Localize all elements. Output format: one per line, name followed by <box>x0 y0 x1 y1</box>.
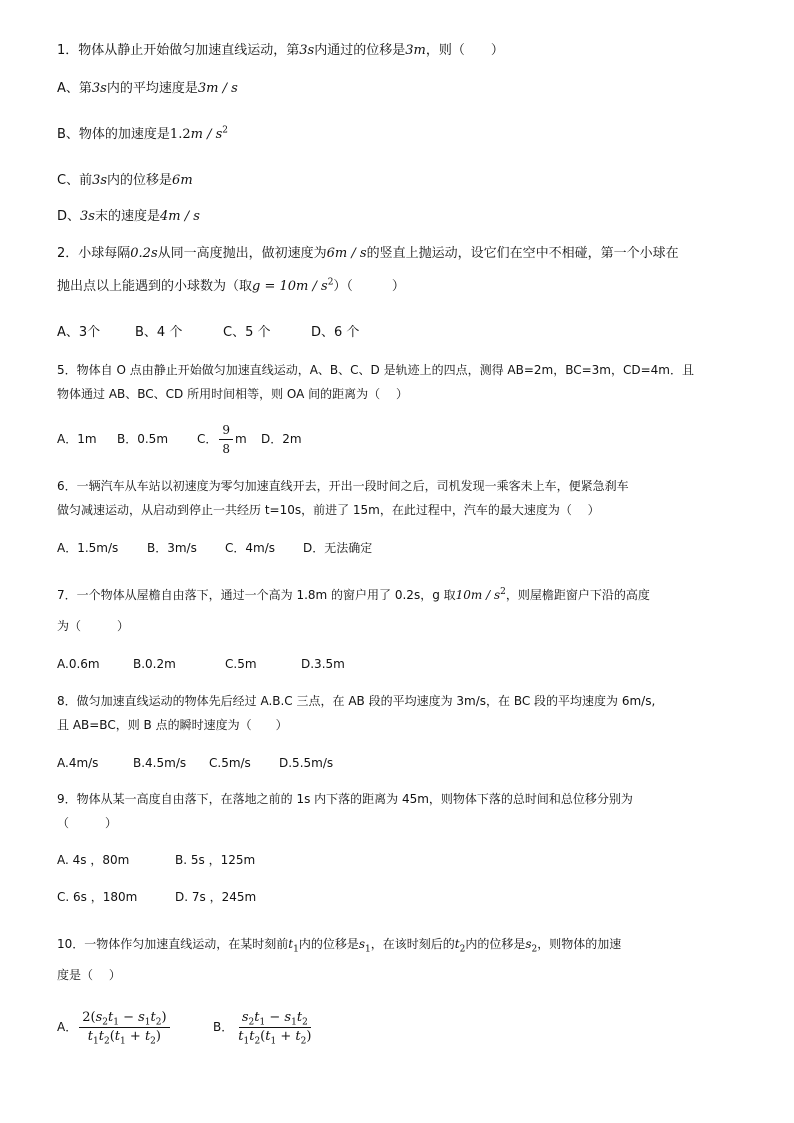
q10-options <box>57 1010 316 1045</box>
q1-optB-text: B、物体的加速度是 <box>57 127 170 142</box>
q1-optA-prefix: A、第 <box>57 81 92 96</box>
q1-optA-text: 内的平均速度是 <box>106 81 198 96</box>
q6-stem-line2: 做匀减速运动，从启动到停止一共经历 t=10s，前进了 15m，在此过程中，汽车的最大速度为（ ） <box>57 503 600 517</box>
q5-option-c-unit: m <box>235 432 247 446</box>
q7-stem-line2: 为（ ） <box>57 619 130 633</box>
q5-option-d: D．2m <box>261 432 302 446</box>
q2-option-a: A、3个 <box>57 325 101 340</box>
q7-option-a: A.0.6m <box>57 657 100 671</box>
q9-stem-line2: （ ） <box>57 816 118 830</box>
q9-option-a: A. 4s ，80m <box>57 853 130 867</box>
q1-stem <box>57 42 504 60</box>
q2-text-d: 抛出点以上能遇到的小球数为（取 <box>57 279 253 294</box>
q8-stem-line2: 且 AB=BC，则 B 点的瞬时速度为（ ） <box>57 718 288 732</box>
q8-option-c: C.5m/s <box>209 756 251 770</box>
q5-fraction-num: 9 <box>219 422 233 440</box>
q7-text-b: ，则屋檐距窗户下沿的高度 <box>505 588 650 602</box>
q7-stem-line1 <box>57 586 650 604</box>
q9-option-d: D. 7s ，245m <box>175 890 257 904</box>
q10-option-a-denominator: $t_1t_2(t_1 + t_2)$ <box>87 1029 161 1047</box>
q1-stem-text-b: 内通过的位移是 <box>314 43 406 58</box>
q7-options <box>57 655 345 673</box>
q10-s1-sub: 1 <box>365 944 371 955</box>
q2-text-e: ）（ ） <box>333 279 405 294</box>
q1-optB-sup: 2 <box>222 125 228 136</box>
q10-option-b-label: B． <box>213 1020 234 1034</box>
q10-text-b: 内的位移是 <box>298 937 359 951</box>
q7-option-d: D.3.5m <box>301 657 345 671</box>
q2-gravity: g = 10m / s <box>252 279 328 294</box>
q2-velocity: 6m / s <box>326 246 367 261</box>
q1-optD-value: 4m / s <box>159 209 200 224</box>
q10-option-b-denominator: $t_1t_2(t_1 + t_2)$ <box>238 1029 312 1047</box>
q10-text-a: 10．一物体作匀加速直线运动，在某时刻前 <box>57 937 289 951</box>
q10-text-c: ，在该时刻后的 <box>370 937 455 951</box>
q1-val-3m: 3m <box>405 43 426 58</box>
q1-optC-prefix: C、前 <box>57 173 93 188</box>
q6-option-b: B．3m/s <box>147 541 197 555</box>
q5-options <box>57 422 302 457</box>
q5-stem-line1: 5．物体自 O 点由静止开始做匀加速直线运动，A、B、C、D 是轨迹上的四点，测得 AB=2m，BC=3m，CD=4m．且 <box>57 363 694 377</box>
q1-option-d <box>57 208 200 226</box>
q2-gravity-sup: 2 <box>327 277 334 288</box>
q9-stem-line1: 9．物体从某一高度自由落下，在落地之前的 1s 内下落的距离为 45m，则物体下落的总时间和总位移分别为 <box>57 792 633 806</box>
q2-stem-line1 <box>57 245 679 263</box>
q9-option-c: C. 6s ，180m <box>57 890 138 904</box>
q8-options <box>57 754 333 772</box>
q7-text-a: 7．一个物体从屋檐自由落下，通过一个高为 1.8m 的窗户用了 0.2s，g 取 <box>57 588 456 602</box>
q5-option-c-label: C． <box>197 432 218 446</box>
q7-option-c: C.5m <box>225 657 257 671</box>
q10-option-b <box>213 1010 316 1045</box>
q10-option-a-fraction <box>79 1010 169 1045</box>
q7-gravity-sup: 2 <box>500 587 506 597</box>
q10-s2-sub: 2 <box>531 944 538 955</box>
q1-var-s: 3s <box>299 43 315 58</box>
q7-gravity: 10m / s <box>455 588 501 602</box>
q1-optC-value: 6m <box>172 173 193 188</box>
q7-option-b: B.0.2m <box>133 657 176 671</box>
q8-option-d: D.5.5m/s <box>279 756 334 770</box>
q5-fraction-den: 8 <box>222 442 231 456</box>
q9-option-b: B. 5s ，125m <box>175 853 256 867</box>
q6-options <box>57 539 372 557</box>
q8-option-b: B.4.5m/s <box>133 756 187 770</box>
q10-option-b-numerator: $s_2t_1 - s_1t_2$ <box>239 1010 311 1028</box>
q8-option-a: A.4m/s <box>57 756 99 770</box>
q6-option-c: C．4m/s <box>225 541 275 555</box>
q10-option-b-fraction <box>235 1010 314 1045</box>
q6-option-d: D．无法确定 <box>303 541 373 555</box>
q6-stem-line1: 6．一辆汽车从车站以初速度为零匀加速直线开去，开出一段时间之后，司机发现一乘客未上车，便紧急刹车 <box>57 479 629 493</box>
q2-option-b: B、4 个 <box>135 325 183 340</box>
q10-t2-sub: 2 <box>459 944 466 955</box>
q5-fraction <box>219 422 233 457</box>
q10-stem-line1 <box>57 935 621 953</box>
q1-option-c <box>57 172 193 190</box>
q2-option-c: C、5 个 <box>223 325 271 340</box>
q5-option-a: A．1m <box>57 432 97 446</box>
q2-text-c: 的竖直上抛运动，设它们在空中不相碰，第一个小球在 <box>366 246 679 261</box>
q10-option-a <box>57 1010 213 1045</box>
q2-text-b: 从同一高度抛出，做初速度为 <box>157 246 327 261</box>
q1-optD-prefix: D、 <box>57 209 81 224</box>
q10-option-a-label: A． <box>57 1020 78 1034</box>
q2-text-a: 2．小球每隔 <box>57 246 131 261</box>
q10-t1: t <box>288 937 294 951</box>
q1-option-a <box>57 80 238 98</box>
q5-stem-line2: 物体通过 AB、BC、CD 所用时间相等，则 OA 间的距离为（ ） <box>57 387 408 401</box>
q10-text-e: ，则物体的加速 <box>537 937 622 951</box>
q5-option-c <box>197 422 261 457</box>
q1-option-b <box>57 126 228 144</box>
q2-option-d: D、6 个 <box>311 325 360 340</box>
q1-optA-var: 3s <box>91 81 107 96</box>
q1-optD-var: 3s <box>80 209 95 224</box>
q5-option-b: B．0.5m <box>117 432 169 446</box>
q8-stem-line1: 8．做匀加速直线运动的物体先后经过 A.B.C 三点，在 AB 段的平均速度为 3m/s，在 BC 段的平均速度为 6m/s, <box>57 694 656 708</box>
q9-options-row2 <box>57 888 256 906</box>
q1-optB-unit: m / s <box>190 127 223 142</box>
q10-s1: s <box>358 937 366 951</box>
q10-text-d: 内的位移是 <box>465 937 526 951</box>
q1-optC-var: 3s <box>92 173 108 188</box>
q10-stem-line2: 度是（ ） <box>57 968 121 982</box>
q6-option-a: A．1.5m/s <box>57 541 119 555</box>
q1-optB-value: 1.2 <box>169 127 191 142</box>
q10-s2: s <box>525 937 532 951</box>
q2-stem-line2 <box>57 278 405 296</box>
q2-options <box>57 324 359 342</box>
q1-optA-value: 3m / s <box>197 81 238 96</box>
q2-interval: 0.2s <box>130 246 158 261</box>
q10-t2: t <box>454 937 460 951</box>
q1-stem-text-a: 1．物体从静止开始做匀加速直线运动，第 <box>57 43 300 58</box>
q10-t1-sub: 1 <box>293 944 299 955</box>
q1-optC-text: 内的位移是 <box>107 173 173 188</box>
q1-stem-text-c: ，则（ ） <box>425 43 504 58</box>
q1-optD-text: 末的速度是 <box>94 209 160 224</box>
q10-option-a-numerator: $2(s_2t_1 - s_1t_2)$ <box>79 1010 169 1028</box>
q9-options-row1 <box>57 851 255 869</box>
